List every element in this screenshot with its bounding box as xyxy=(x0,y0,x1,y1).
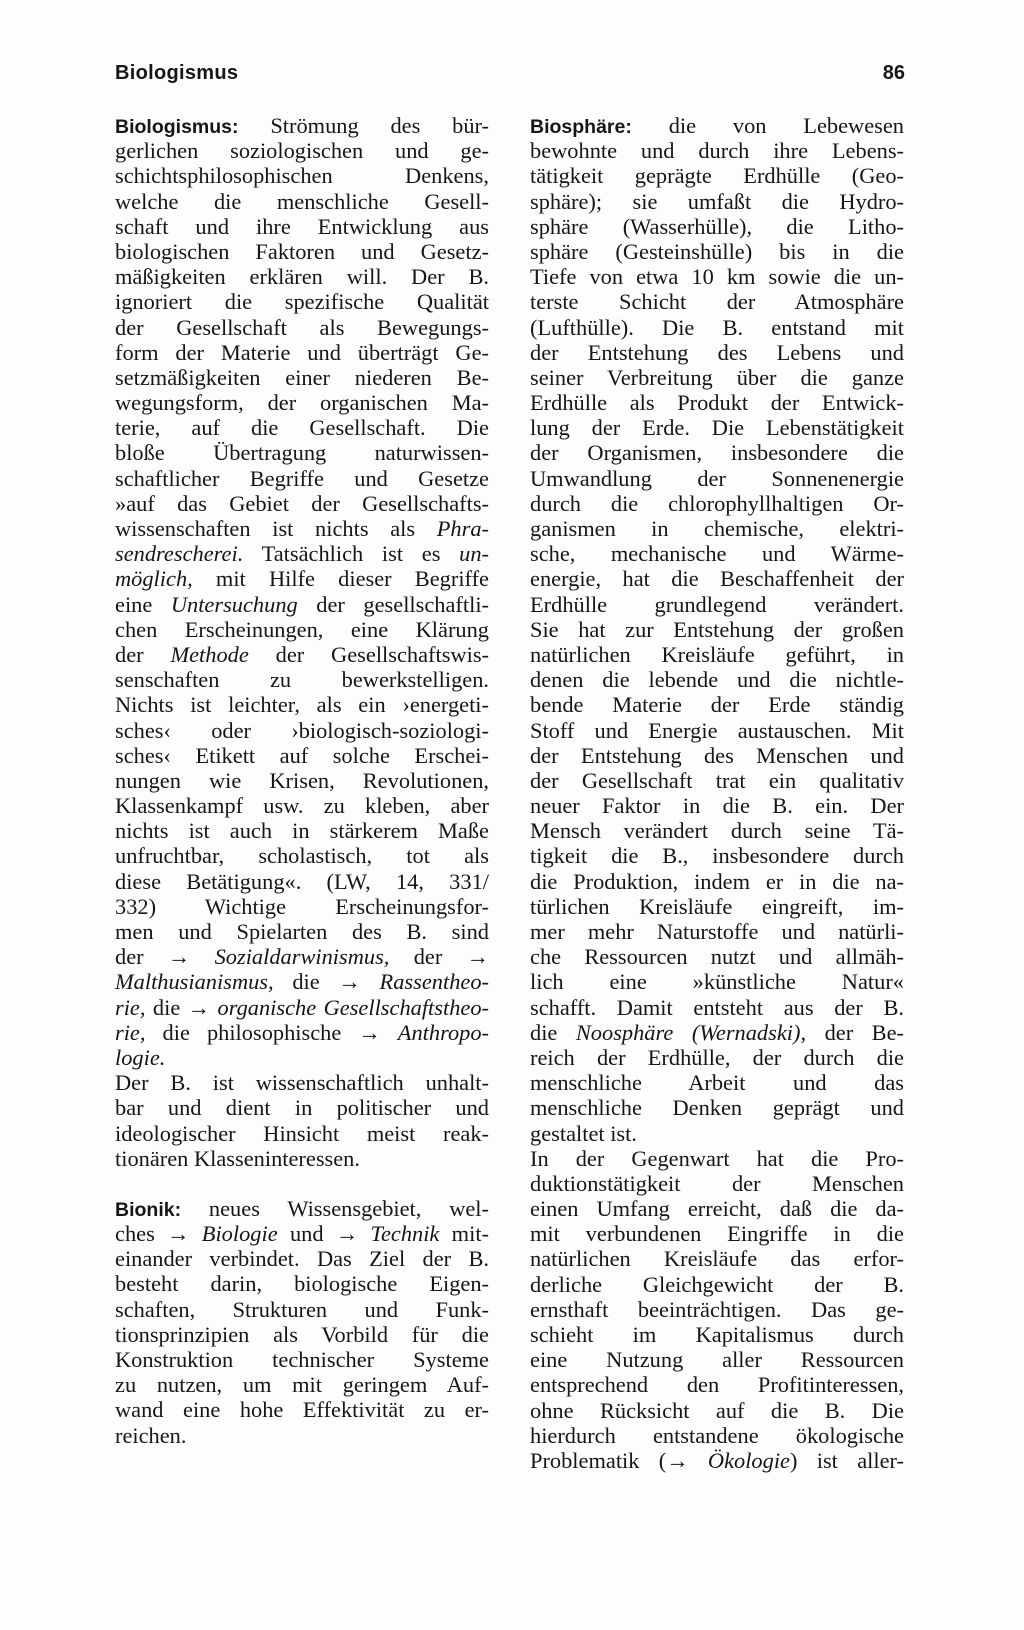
text-segment: ) ist aller- xyxy=(789,1447,904,1473)
text-segment: Sie hat zur Entstehung der großen xyxy=(530,616,904,642)
text-segment: nichts ist auch in stärkerem Maße xyxy=(115,818,489,844)
text-segment: mer mehr Naturstoffe und natürli- xyxy=(530,919,904,944)
text-line xyxy=(115,516,489,541)
text-segment: In der Gegenwart hat die Pro- xyxy=(530,1145,904,1171)
text-line xyxy=(115,415,489,440)
text-segment: mit verbundenen Eingriffe in die xyxy=(530,1221,904,1247)
text-segment: senschaften zu bewerkstelligen. xyxy=(115,667,489,693)
text-line xyxy=(115,718,489,743)
text-segment: tigkeit die B., insbesondere durch xyxy=(530,843,904,869)
text-segment: sches‹ oder ›biologisch-soziologi- xyxy=(115,717,489,743)
italic-term: Untersuchung xyxy=(170,591,298,617)
text-line xyxy=(530,466,904,491)
text-segment: der Entstehung des Lebens und xyxy=(530,339,904,365)
text-segment: unfruchtbar, scholastisch, tot als xyxy=(115,843,489,869)
text-segment: neuer Faktor in die B. ein. Der xyxy=(530,793,904,819)
text-line xyxy=(530,163,904,188)
text-segment: die → xyxy=(273,969,380,995)
text-line xyxy=(115,1146,489,1171)
text-segment: der → xyxy=(115,944,215,970)
text-line xyxy=(530,315,904,340)
text-segment: Stoff und Energie austauschen. Mit xyxy=(530,717,904,743)
text-segment: chen Erscheinungen, eine Klärung xyxy=(115,616,489,642)
text-line xyxy=(115,1297,489,1322)
text-segment: mäßigkeiten erklären will. Der B. xyxy=(115,264,489,290)
text-line xyxy=(115,592,489,617)
text-line xyxy=(115,667,489,692)
text-segment: form der Materie und überträgt Ge- xyxy=(115,339,489,365)
text-segment: tionsprinzipien als Vorbild für die xyxy=(115,1321,489,1347)
italic-term: Anthropo- xyxy=(397,1019,489,1045)
italic-term: Technik xyxy=(370,1221,440,1247)
text-segment: reich der Erdhülle, der durch die xyxy=(530,1044,904,1070)
italic-term: Phra- xyxy=(436,516,489,541)
text-line xyxy=(530,969,904,994)
text-segment: gestaltet ist. xyxy=(530,1120,637,1146)
text-segment: ohne Rücksicht auf die B. Die xyxy=(530,1397,904,1423)
italic-term: un- xyxy=(459,541,489,567)
text-line xyxy=(115,818,489,843)
text-segment: der gesellschaftli- xyxy=(297,591,489,617)
text-segment: Der B. ist wissenschaftlich unhalt- xyxy=(115,1070,489,1096)
text-line xyxy=(115,1372,489,1397)
text-segment: energie, hat die Beschaffenheit der xyxy=(530,566,904,592)
text-segment: schaft und ihre Entwicklung aus xyxy=(115,213,489,239)
text-line xyxy=(530,138,904,163)
text-line xyxy=(530,214,904,239)
text-segment: der Gesellschaftswis- xyxy=(248,641,489,667)
italic-term: Ökologie xyxy=(707,1447,790,1473)
text-segment: Strömung des bür- xyxy=(238,113,489,138)
text-segment: wissenschaften ist nichts als xyxy=(115,516,437,541)
text-segment: die → xyxy=(145,994,218,1020)
text-segment: bende Materie der Erde ständig xyxy=(530,692,904,718)
entry-headword: Biologismus: xyxy=(115,116,239,138)
text-line xyxy=(530,919,904,944)
text-segment: die philosophische → xyxy=(145,1019,398,1045)
text-line xyxy=(530,440,904,465)
italic-term: Rassentheo- xyxy=(379,969,489,995)
text-segment: Mensch verändert durch seine Tä- xyxy=(530,818,904,844)
text-segment: bewohnte und durch ihre Lebens- xyxy=(530,138,904,164)
text-segment: tätigkeit geprägte Erdhülle (Geo- xyxy=(530,163,904,189)
text-segment: der Gesellschaft trat ein qualitativ xyxy=(530,767,904,793)
text-line xyxy=(530,113,904,138)
text-line xyxy=(530,365,904,390)
text-line xyxy=(115,1070,489,1095)
italic-term: Methode xyxy=(170,641,249,667)
italic-term: Malthusianismus, xyxy=(115,969,274,995)
text-segment: der Gesellschaft als Bewegungs- xyxy=(115,314,489,340)
text-segment: schafft. Damit entsteht aus der B. xyxy=(530,994,904,1020)
text-segment: derliche Gleichgewicht der B. xyxy=(530,1271,904,1297)
italic-term: rie, xyxy=(115,1019,146,1045)
text-segment: schaftlicher Begriffe und Gesetze xyxy=(115,465,489,491)
text-line xyxy=(530,264,904,289)
text-segment: Umwandlung der Sonnenenergie xyxy=(530,465,904,491)
text-segment: Erdhülle als Produkt der Entwick- xyxy=(530,390,904,416)
text-segment: natürlichen Kreisläufe das erfor- xyxy=(530,1246,904,1272)
text-segment: die von Lebewesen xyxy=(631,113,904,138)
text-segment: Konstruktion technischer Systeme xyxy=(115,1347,489,1372)
text-segment: die xyxy=(530,1019,576,1045)
text-segment: Nichts ist leichter, als ein ›energeti- xyxy=(115,692,489,718)
text-line xyxy=(530,869,904,894)
text-segment: und → xyxy=(277,1221,371,1247)
text-line xyxy=(530,667,904,692)
text-line xyxy=(530,516,904,541)
text-line xyxy=(115,1271,489,1296)
text-line xyxy=(115,793,489,818)
text-line xyxy=(530,1221,904,1246)
italic-term: Noosphäre (Wernadski), xyxy=(575,1019,807,1045)
text-line xyxy=(530,592,904,617)
text-segment: neues Wissensgebiet, wel- xyxy=(181,1195,489,1221)
text-line xyxy=(530,793,904,818)
text-segment: seiner Verbreitung über die ganze xyxy=(530,364,904,390)
text-line xyxy=(530,617,904,642)
page-number: 86 xyxy=(882,62,905,84)
text-line xyxy=(115,692,489,717)
text-segment: zu nutzen, um mit geringem Auf- xyxy=(115,1372,489,1398)
text-segment: mit Hilfe dieser Begriffe xyxy=(192,566,489,592)
text-segment: duktionstätigkeit der Menschen xyxy=(530,1170,904,1196)
text-line xyxy=(530,239,904,264)
text-line xyxy=(530,1070,904,1095)
italic-term: sendrescherei. xyxy=(115,541,244,567)
entry-gap xyxy=(115,1171,489,1196)
text-segment: der → xyxy=(389,944,489,970)
text-line xyxy=(115,491,489,516)
text-segment: der Entstehung des Menschen und xyxy=(530,742,904,768)
text-line xyxy=(115,843,489,868)
text-line xyxy=(115,315,489,340)
text-line xyxy=(530,1448,904,1473)
text-line xyxy=(530,692,904,717)
text-line xyxy=(115,919,489,944)
text-line xyxy=(530,1121,904,1146)
text-segment: tionären Klasseninteressen. xyxy=(115,1145,360,1171)
text-line xyxy=(115,1246,489,1271)
text-line xyxy=(530,1322,904,1347)
text-line xyxy=(530,1095,904,1120)
text-line xyxy=(530,1347,904,1372)
text-segment: sphäre); sie umfaßt die Hydro- xyxy=(530,188,904,214)
italic-term: Sozialdarwinismus, xyxy=(214,944,390,970)
text-segment: sphäre (Gesteinshülle) bis in die xyxy=(530,238,904,264)
text-line xyxy=(115,1121,489,1146)
text-segment: welche die menschliche Gesell- xyxy=(115,188,489,214)
text-line xyxy=(115,969,489,994)
text-line xyxy=(530,1423,904,1448)
italic-term: organische Gesellschaftstheo- xyxy=(217,994,489,1020)
text-segment: nungen wie Krisen, Revolutionen, xyxy=(115,767,489,793)
text-line xyxy=(115,214,489,239)
text-segment: sche, mechanische und Wärme- xyxy=(530,541,904,567)
text-segment: (Lufthülle). Die B. entstand mit xyxy=(530,314,904,340)
text-segment: schichtsphilosophischen Denkens, xyxy=(115,163,489,189)
text-segment: der Be- xyxy=(806,1019,905,1045)
text-line xyxy=(115,869,489,894)
text-line xyxy=(115,163,489,188)
text-segment: ernsthaft beeinträchtigen. Das ge- xyxy=(530,1296,904,1322)
italic-term: Biologie xyxy=(201,1221,278,1247)
text-segment: menschliche Arbeit und das xyxy=(530,1070,904,1096)
text-segment: türlichen Kreisläufe eingreift, im- xyxy=(530,893,904,919)
text-line xyxy=(530,189,904,214)
text-line xyxy=(530,995,904,1020)
text-line xyxy=(115,541,489,566)
text-line xyxy=(530,415,904,440)
text-line xyxy=(530,944,904,969)
text-line xyxy=(530,743,904,768)
entry-headword: Biosphäre: xyxy=(530,116,632,138)
text-line xyxy=(115,1221,489,1246)
text-line xyxy=(115,239,489,264)
text-segment: men und Spielarten des B. sind xyxy=(115,919,489,944)
text-line xyxy=(115,466,489,491)
text-line xyxy=(115,743,489,768)
entry-bionik xyxy=(115,1196,489,1448)
text-line xyxy=(115,894,489,919)
text-line xyxy=(530,1372,904,1397)
text-segment: biologischen Faktoren und Gesetz- xyxy=(115,238,489,264)
text-segment: Problematik (→ xyxy=(530,1447,708,1473)
text-segment: besteht darin, biologische Eigen- xyxy=(115,1271,489,1297)
text-line xyxy=(115,566,489,591)
text-segment: ches → xyxy=(115,1221,202,1247)
text-line xyxy=(115,1196,489,1221)
text-line xyxy=(530,1045,904,1070)
text-line xyxy=(115,340,489,365)
text-line xyxy=(115,113,489,138)
text-line xyxy=(115,1347,489,1372)
text-line xyxy=(530,642,904,667)
text-line xyxy=(115,1020,489,1045)
text-line xyxy=(115,189,489,214)
text-line xyxy=(115,642,489,667)
text-line xyxy=(530,566,904,591)
text-segment: die Produktion, indem er in die na- xyxy=(530,868,904,894)
text-segment: ideologischer Hinsicht meist reak- xyxy=(115,1120,489,1146)
text-segment: durch die chlorophyllhaltigen Or- xyxy=(530,490,904,516)
text-segment: mit- xyxy=(439,1221,489,1247)
text-line xyxy=(115,617,489,642)
text-segment: wand eine hohe Effektivität zu er- xyxy=(115,1397,489,1423)
text-line xyxy=(530,1020,904,1045)
text-segment: menschliche Denken geprägt und xyxy=(530,1095,904,1121)
text-segment: 332) Wichtige Erscheinungsfor- xyxy=(115,893,489,919)
text-segment: che Ressourcen nutzt und allmäh- xyxy=(530,944,904,970)
text-segment: reichen. xyxy=(115,1422,187,1448)
text-line xyxy=(530,289,904,314)
text-segment: schaften, Strukturen und Funk- xyxy=(115,1296,489,1322)
text-segment: sches‹ Etikett auf solche Erschei- xyxy=(115,742,489,768)
text-segment: terste Schicht der Atmosphäre xyxy=(530,289,904,315)
text-line xyxy=(530,1297,904,1322)
left-column xyxy=(115,113,489,1448)
text-segment: sphäre (Wasserhülle), die Litho- xyxy=(530,213,904,239)
text-segment: wegungsform, der organischen Ma- xyxy=(115,390,489,416)
text-segment: einander verbindet. Das Ziel der B. xyxy=(115,1246,489,1272)
text-line xyxy=(530,1171,904,1196)
text-segment: Tatsächlich ist es xyxy=(243,541,460,567)
text-line xyxy=(115,440,489,465)
text-segment: diese Betätigung«. (LW, 14, 331/ xyxy=(115,868,489,894)
text-line xyxy=(530,1272,904,1297)
text-segment: natürlichen Kreisläufe geführt, in xyxy=(530,641,904,667)
text-segment: terie, auf die Gesellschaft. Die xyxy=(115,415,489,441)
text-line xyxy=(115,1045,489,1070)
text-line xyxy=(530,340,904,365)
text-segment: der Organismen, insbesondere die xyxy=(530,440,904,466)
text-segment: Tiefe von etwa 10 km sowie die un- xyxy=(530,264,904,290)
text-line xyxy=(530,1196,904,1221)
running-head: Biologismus xyxy=(115,62,239,84)
text-segment: ignoriert die spezifische Qualität xyxy=(115,289,489,315)
text-line xyxy=(530,894,904,919)
text-line xyxy=(530,1246,904,1271)
text-line xyxy=(115,289,489,314)
text-line xyxy=(530,718,904,743)
text-line xyxy=(530,818,904,843)
text-segment: bloße Übertragung naturwissen- xyxy=(115,440,489,466)
text-segment: Erdhülle grundlegend verändert. xyxy=(530,591,904,617)
entry-headword: Bionik: xyxy=(115,1198,182,1221)
text-segment: gerlichen soziologischen und ge- xyxy=(115,138,489,164)
text-segment: setzmäßigkeiten einer niederen Be- xyxy=(115,364,489,390)
text-segment: bar und dient in politischer und xyxy=(115,1095,489,1121)
text-line xyxy=(115,390,489,415)
text-segment: denen die lebende und die nichtle- xyxy=(530,667,904,693)
italic-term: rie, xyxy=(115,994,146,1020)
text-line xyxy=(530,1146,904,1171)
text-segment: lung der Erde. Die Lebenstätigkeit xyxy=(530,415,904,441)
text-segment: ganismen in chemische, elektri- xyxy=(530,516,904,541)
text-line xyxy=(530,390,904,415)
page-header xyxy=(115,62,905,92)
italic-term: möglich, xyxy=(115,566,193,592)
text-line xyxy=(115,138,489,163)
text-line xyxy=(115,1322,489,1347)
text-segment: lich eine »künstliche Natur« xyxy=(530,969,904,995)
text-segment: der xyxy=(115,641,171,667)
text-line xyxy=(530,843,904,868)
text-line xyxy=(530,491,904,516)
text-segment: hierdurch entstandene ökologische xyxy=(530,1422,904,1448)
entry-biosphaere xyxy=(530,113,904,1473)
text-line xyxy=(115,264,489,289)
text-line xyxy=(530,768,904,793)
right-column xyxy=(530,113,904,1473)
text-segment: einen Umfang erreicht, daß die da- xyxy=(530,1196,904,1222)
text-line xyxy=(115,1095,489,1120)
text-segment: »auf das Gebiet der Gesellschafts- xyxy=(115,490,489,516)
text-line xyxy=(115,995,489,1020)
text-line xyxy=(530,1398,904,1423)
italic-term: logie. xyxy=(115,1044,166,1070)
text-segment: eine xyxy=(115,591,171,617)
text-segment: schieht im Kapitalismus durch xyxy=(530,1322,904,1347)
text-segment: entsprechend den Profitinteressen, xyxy=(530,1372,904,1398)
entry-biologismus xyxy=(115,113,489,1171)
text-segment: Klassenkampf usw. zu kleben, aber xyxy=(115,793,489,819)
text-line xyxy=(530,541,904,566)
text-line xyxy=(115,944,489,969)
text-line xyxy=(115,365,489,390)
text-line xyxy=(115,1397,489,1422)
text-line xyxy=(115,1423,489,1448)
text-segment: eine Nutzung aller Ressourcen xyxy=(530,1347,904,1373)
text-line xyxy=(115,768,489,793)
